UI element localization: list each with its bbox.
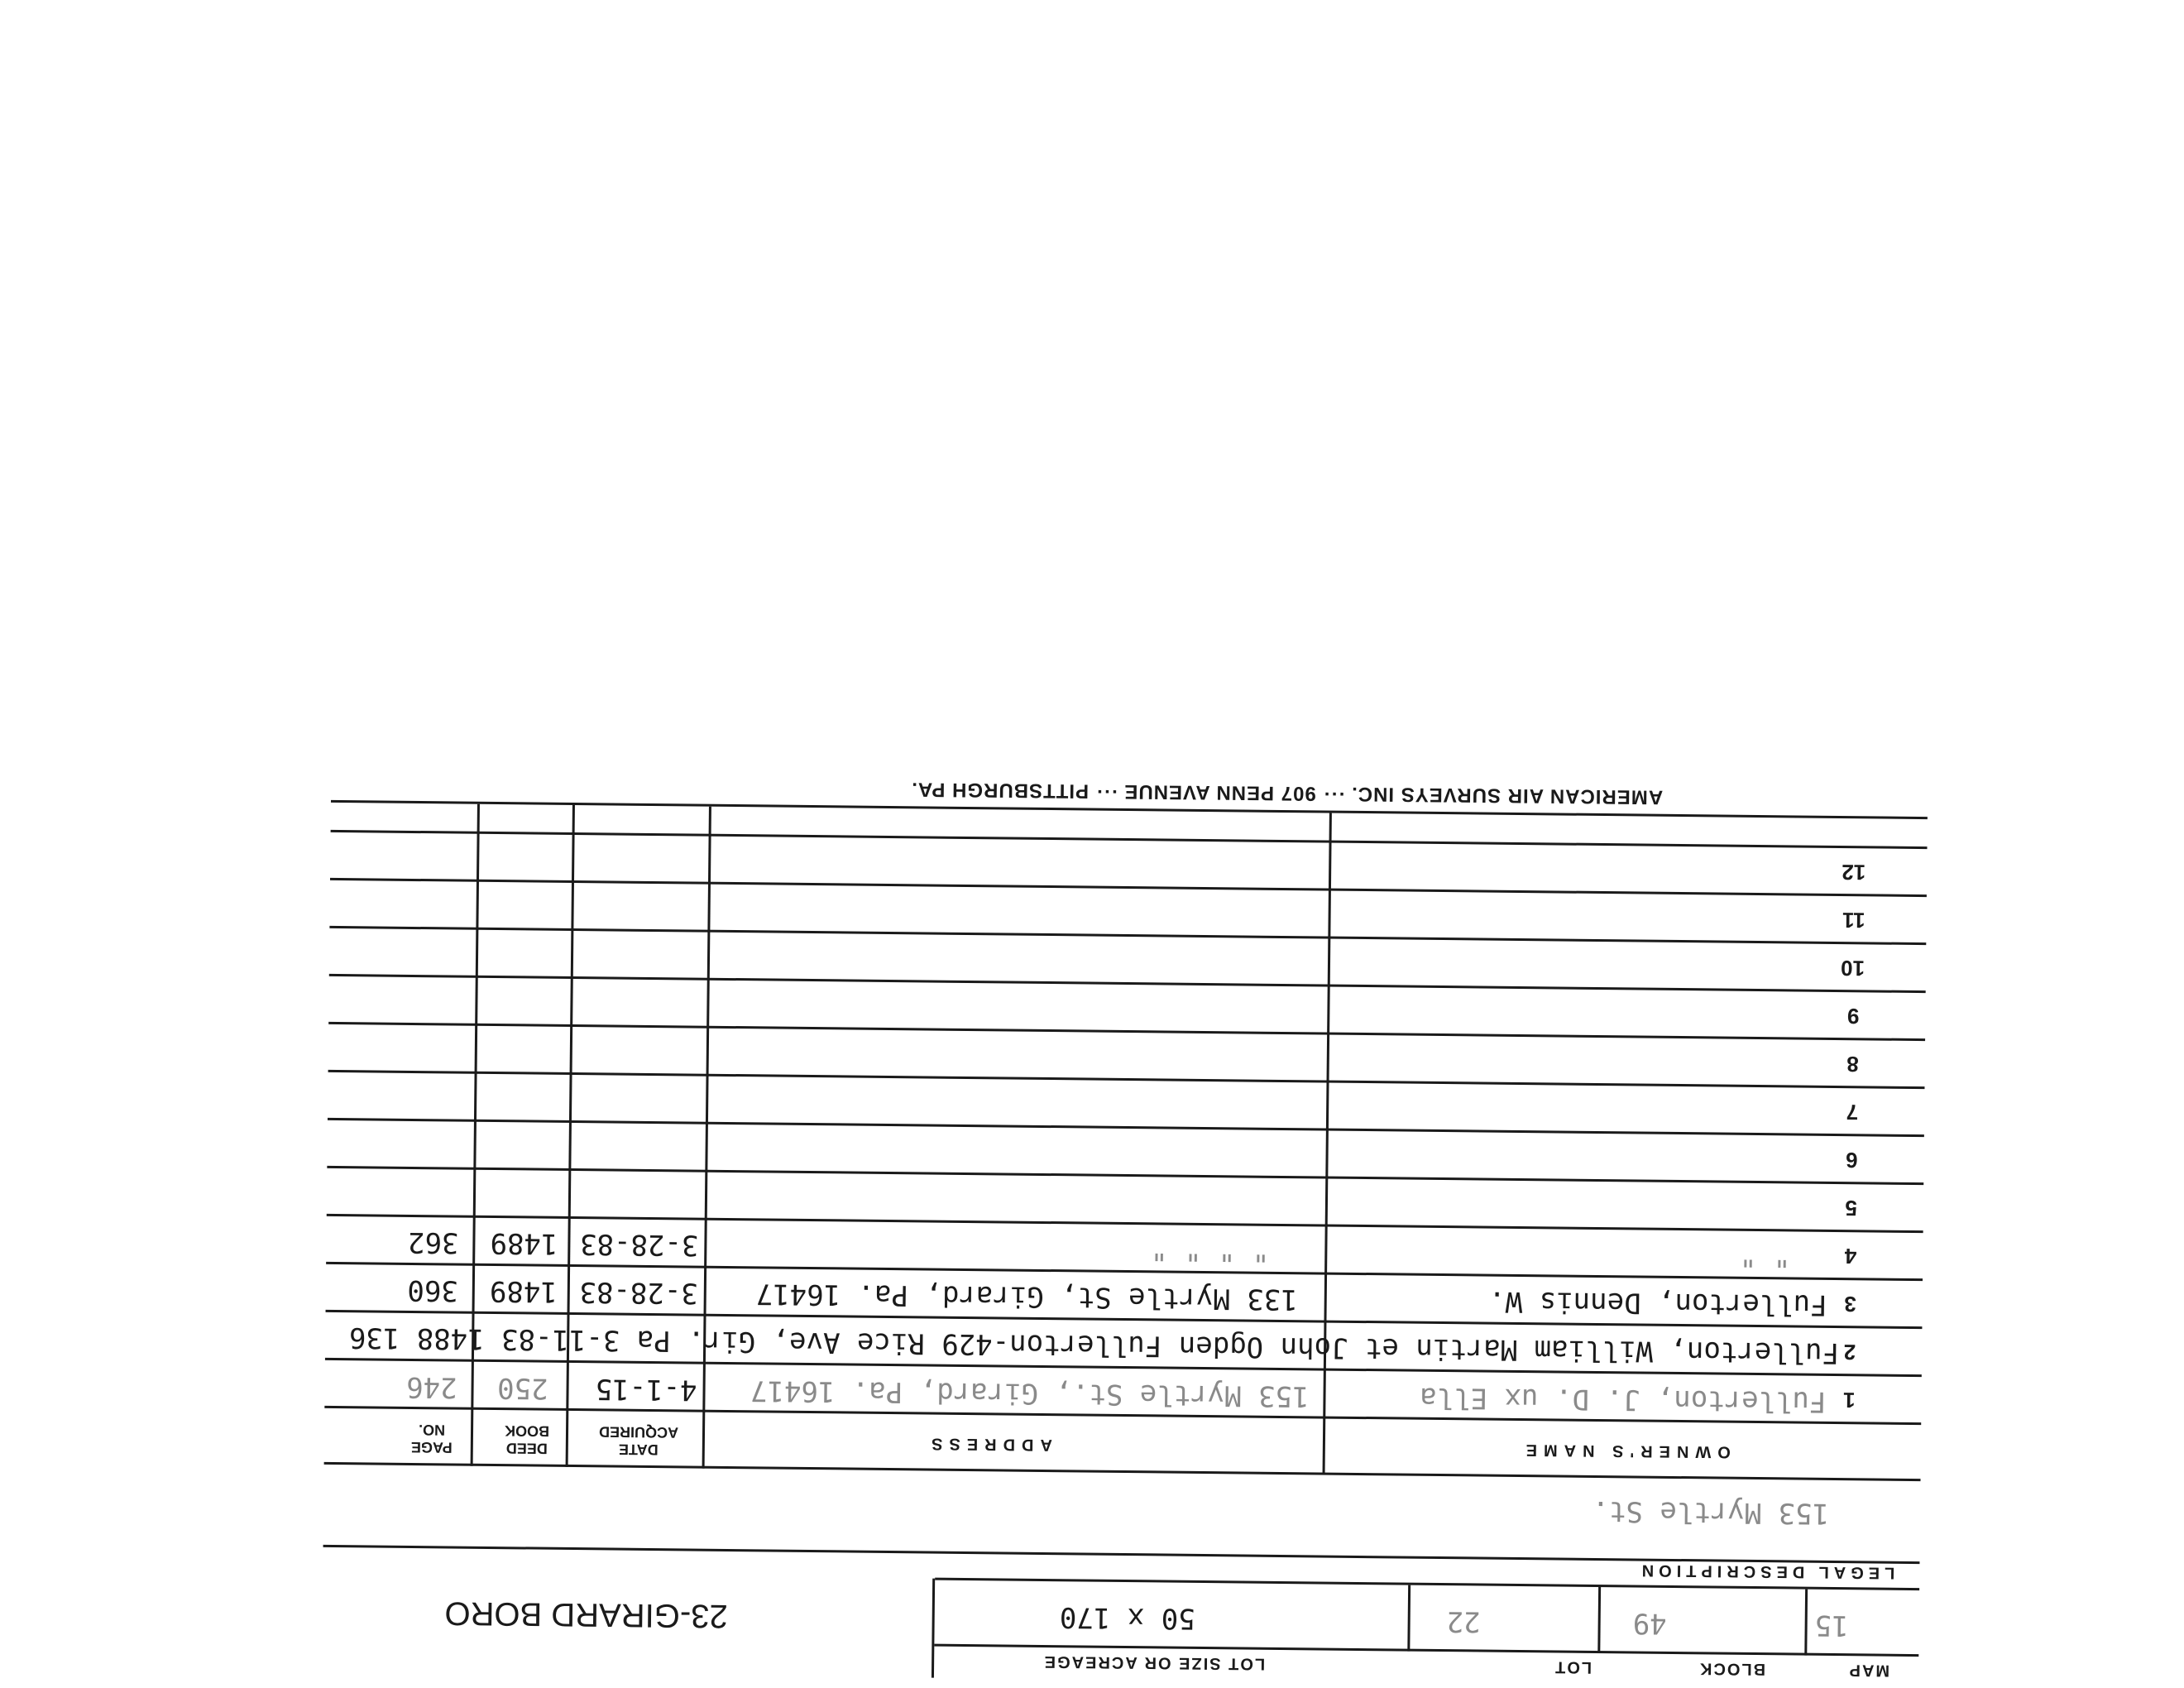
map-label: MAP — [1847, 1661, 1890, 1680]
page-no: 362 — [407, 1225, 459, 1259]
date-acquired: 3-28-83 — [579, 1275, 699, 1310]
deed-book: 1489 — [489, 1273, 558, 1308]
block-value: 49 — [1632, 1606, 1667, 1640]
row-line — [329, 974, 1926, 993]
printer-imprint: AMERICAN AIR SURVEYS INC. ··· 907 PENN AVENUE ··· PITTSBURGH PA. — [911, 778, 1664, 808]
property-record-card — [322, 712, 1928, 1688]
row-line — [328, 1022, 1925, 1041]
address: " " " " — [1150, 1233, 1270, 1268]
header-col-divider — [1407, 1585, 1410, 1652]
row-line — [331, 830, 1928, 849]
header-col-divider — [1804, 1590, 1808, 1656]
row-number: 3 — [1844, 1292, 1856, 1317]
owner-name: Fullerton, Dennis W. — [1488, 1284, 1827, 1321]
lot-value: 22 — [1446, 1604, 1481, 1638]
legal-description-label: LEGAL DESCRIPTION — [1636, 1561, 1895, 1582]
owner-name: Fullerton, William Martin et John Ogden Fullerton-429 Rice Ave, Gir. Pa 3-11-83 1488 136 — [348, 1321, 1840, 1370]
lot-size-value: 50 x 170 — [1059, 1600, 1195, 1635]
book-page-divider — [471, 804, 480, 1466]
address: 153 Myrtle St., Girard, Pa. 16417 — [750, 1374, 1310, 1413]
legal-description-line — [323, 1545, 1920, 1564]
row-number: 6 — [1845, 1148, 1858, 1173]
row-number: 7 — [1846, 1100, 1859, 1125]
table-bottom-line — [331, 800, 1928, 819]
row-line — [328, 1118, 1924, 1137]
header-col-divider — [1597, 1587, 1601, 1653]
owner-name-header: OWNER'S NAME — [1519, 1441, 1731, 1461]
address-header: ADDRESS — [924, 1434, 1053, 1455]
date-acquired-header: DATE ACQUIRED — [598, 1423, 679, 1459]
municipality: 23-GIRARD BORO — [444, 1594, 728, 1634]
address-date-divider — [702, 807, 711, 1469]
date-acquired: 4-1-15 — [595, 1372, 697, 1407]
map-value: 15 — [1814, 1608, 1849, 1642]
deed-book-header: DEED BOOK — [504, 1422, 550, 1457]
row-number: 10 — [1840, 956, 1866, 981]
owner-address-divider — [1323, 813, 1332, 1475]
owner-name: " " — [1739, 1239, 1791, 1273]
page-no: 360 — [407, 1273, 459, 1307]
legal-description: 153 Myrtle St. — [1592, 1494, 1830, 1530]
row-line — [327, 1166, 1923, 1185]
lot-label: LOT — [1554, 1657, 1592, 1676]
row-number: 5 — [1845, 1196, 1858, 1221]
deed-book: 250 — [496, 1371, 548, 1405]
row-number: 12 — [1842, 860, 1866, 885]
block-label: BLOCK — [1698, 1659, 1766, 1679]
table-top-line — [324, 1462, 1921, 1481]
owner-name: Fullerton, J. D. ux Ella — [1420, 1380, 1827, 1418]
page-no: 246 — [405, 1369, 457, 1404]
date-book-divider — [566, 805, 575, 1467]
row-number: 9 — [1846, 1004, 1860, 1029]
row-line — [330, 878, 1927, 897]
row-line — [329, 926, 1926, 945]
row-number: 8 — [1846, 1052, 1859, 1077]
deed-book: 1489 — [490, 1225, 558, 1260]
page-no-header: PAGE NO. — [410, 1422, 453, 1456]
row-number: 11 — [1842, 908, 1866, 933]
row-line — [328, 1070, 1925, 1089]
row-number: 4 — [1844, 1244, 1857, 1269]
date-acquired: 3-28-83 — [579, 1227, 699, 1262]
address: 133 Myrtle St, Girard, Pa. 16417 — [755, 1277, 1298, 1316]
lot-size-label: LOT SIZE OR ACREAGE — [1042, 1652, 1266, 1673]
row-number: 2 — [1843, 1340, 1856, 1365]
row-line — [326, 1262, 1923, 1281]
row-line — [327, 1214, 1923, 1233]
header-col-divider — [932, 1579, 935, 1678]
row-number: 1 — [1842, 1388, 1856, 1413]
